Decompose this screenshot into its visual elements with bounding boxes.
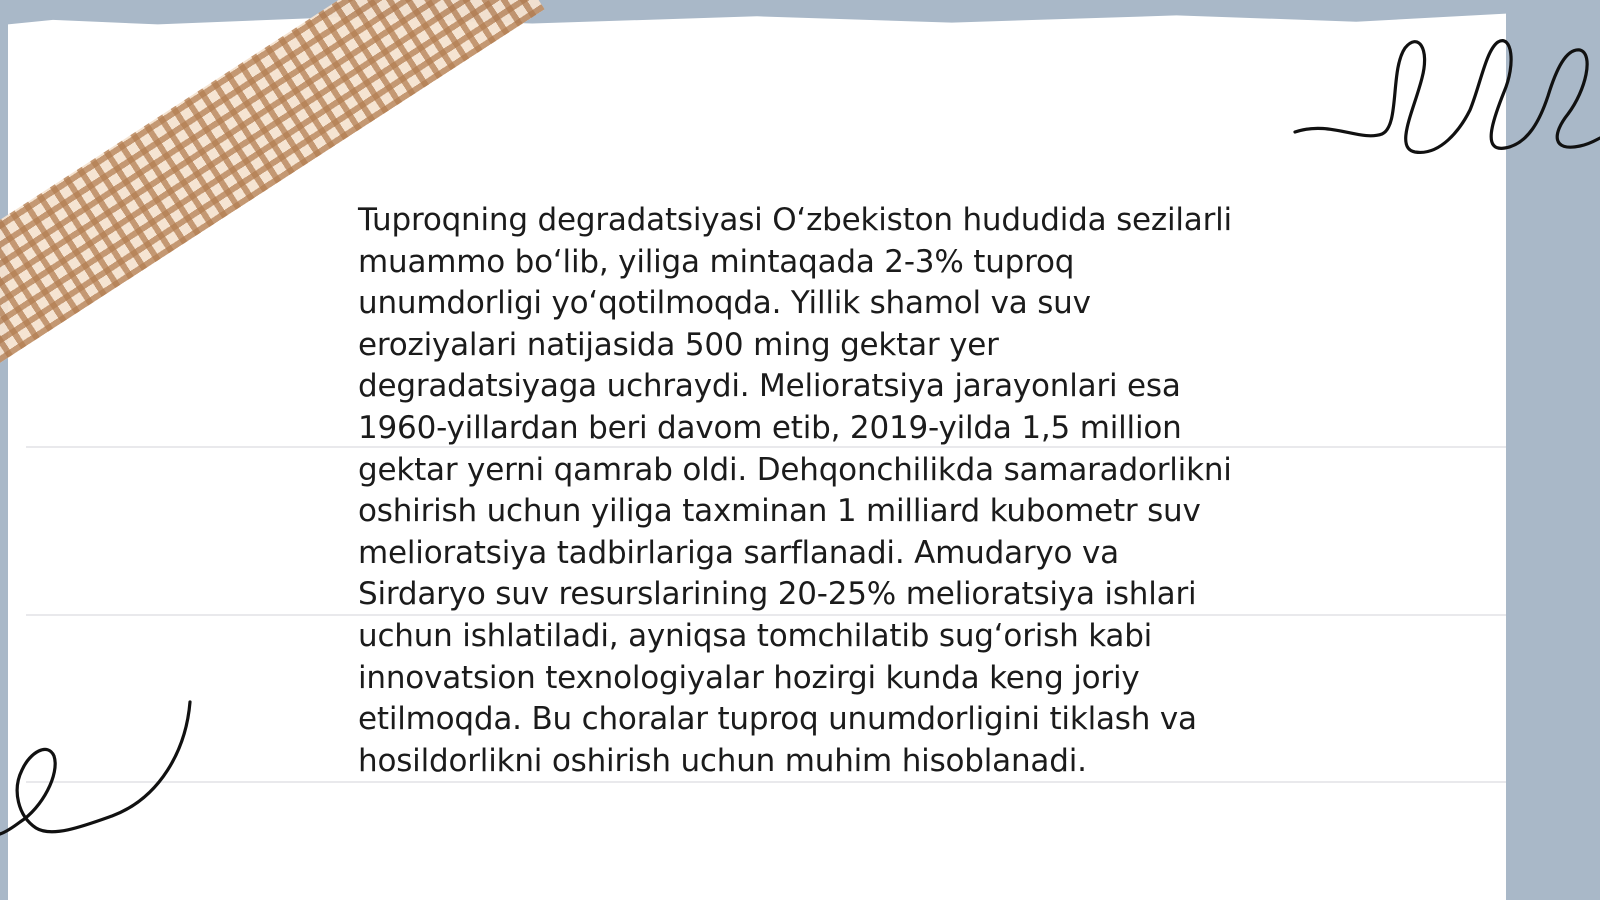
squiggle-doodle-icon bbox=[0, 690, 200, 850]
body-paragraph: Tuproqning degradatsiyasi O‘zbekiston hududida sezilarli muammo bo‘lib, yiliga mintaqada 2-3% tuproq unumdorligi yo‘qotilmoqda. Yillik shamol va suv eroziyalari natijasida 500 ming gektar yer degradatsiyaga uchraydi. Melioratsiya jarayonlari esa 1960-yillardan beri davom etib, 2019-yilda 1,5 million gektar yerni qamrab oldi. Dehqonchilikda samaradorlikni oshirish uchun yiliga taxminan 1 milliard kubometr suv melioratsiya tadbirlariga sarflanadi. Amudaryo va Sirdaryo suv resurslarining 20-25% melioratsiya ishlari uchun ishlatiladi, ayniqsa tomchilatib sug‘orish kabi innovatsion texnologiyalar hozirgi kunda keng joriy etilmoqda. Bu choralar tuproq unumdorligini tiklash va hosildorlikni oshirish uchun muhim hisoblanadi. bbox=[358, 202, 1232, 779]
loop-doodle-icon bbox=[1290, 30, 1600, 170]
